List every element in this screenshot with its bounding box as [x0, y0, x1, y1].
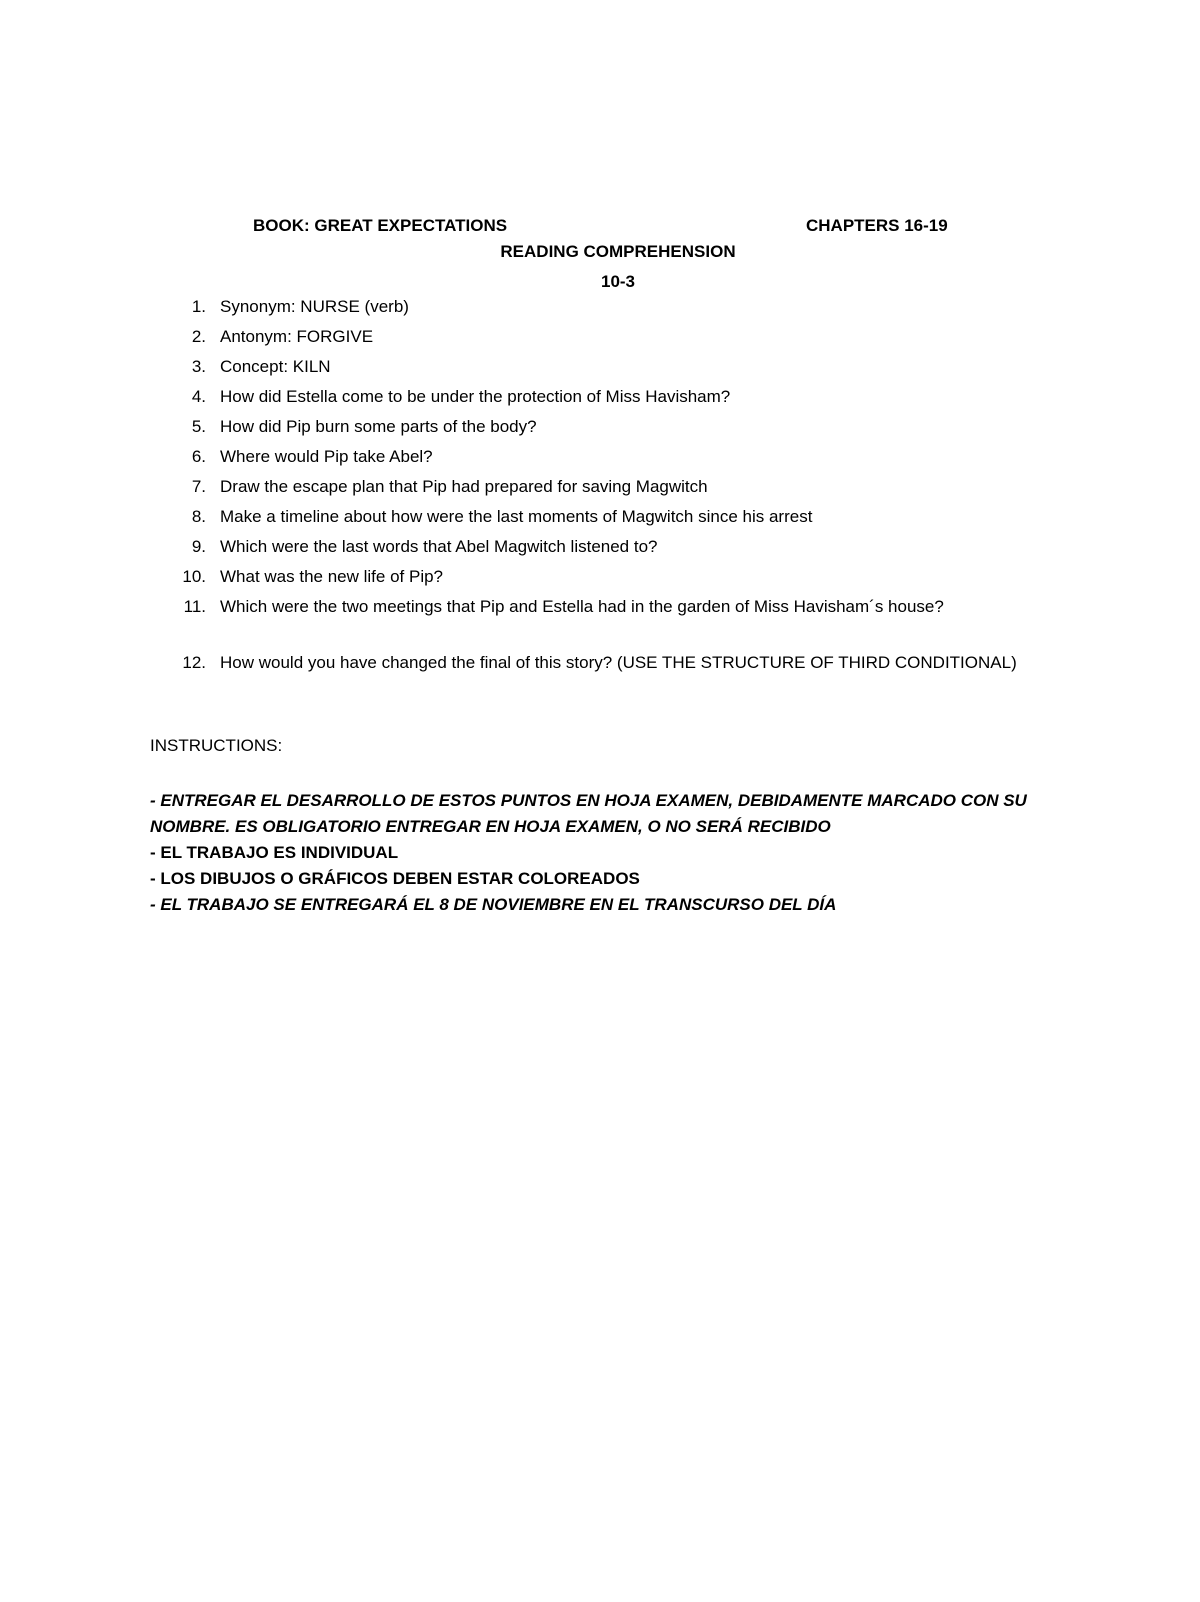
grade-label: 10-3	[600, 272, 636, 291]
question-text: Synonym: NURSE (verb)	[220, 297, 409, 316]
question-item	[150, 444, 1030, 474]
instructions-heading: INSTRUCTIONS:	[150, 736, 283, 755]
question-item	[150, 594, 1030, 650]
question-text: Draw the escape plan that Pip had prepared for saving Magwitch	[220, 477, 708, 496]
question-number: 3.	[191, 357, 206, 376]
question-number: 9.	[191, 537, 206, 556]
question-text: Where would Pip take Abel?	[220, 447, 433, 466]
question-text: How did Estella come to be under the protection of Miss Havisham?	[220, 387, 731, 406]
question-text: Which were the two meetings that Pip and Estella had in the garden of Miss Havisham´s house?	[220, 597, 944, 616]
question-number: 1.	[191, 297, 206, 316]
question-number: 8.	[191, 507, 206, 526]
instruction-item: - EL TRABAJO ES INDIVIDUAL	[150, 843, 399, 862]
book-title: BOOK: GREAT EXPECTATIONS	[253, 216, 508, 235]
question-item	[150, 294, 1030, 324]
instruction-item: - EL TRABAJO SE ENTREGARÁ EL 8 DE NOVIEMBRE EN EL TRANSCURSO DEL DÍA	[150, 895, 837, 914]
question-text: Which were the last words that Abel Magwitch listened to?	[220, 537, 658, 556]
question-item	[150, 384, 1030, 414]
question-item	[150, 324, 1030, 354]
question-number: 10.	[182, 567, 206, 586]
question-number: 12.	[182, 653, 206, 672]
document-subtitle: READING COMPREHENSION	[500, 242, 736, 261]
question-item	[150, 504, 1030, 534]
question-number: 5.	[191, 417, 206, 436]
question-item	[150, 414, 1030, 444]
question-number: 11.	[183, 597, 206, 616]
question-number: 7.	[191, 477, 206, 496]
instruction-item: - LOS DIBUJOS O GRÁFICOS DEBEN ESTAR COLOREADOS	[150, 869, 640, 888]
question-list	[150, 294, 1030, 706]
question-number: 2.	[191, 327, 206, 346]
question-item	[150, 534, 1030, 564]
question-number: 6.	[191, 447, 206, 466]
instruction-item: - ENTREGAR EL DESARROLLO DE ESTOS PUNTOS EN HOJA EXAMEN, DEBIDAMENTE MARCADO CON SU NOMBRE. ES OBLIGATORIO ENTREGAR EN HOJA EXAMEN, O NO SERÁ RECIBIDO	[150, 791, 1027, 836]
question-text: Make a timeline about how were the last moments of Magwitch since his arrest	[220, 507, 813, 526]
question-text: Antonym: FORGIVE	[220, 327, 374, 346]
question-item	[150, 564, 1030, 594]
question-text: What was the new life of Pip?	[220, 567, 444, 586]
question-item	[150, 354, 1030, 384]
question-item	[150, 650, 1030, 706]
question-text: How did Pip burn some parts of the body?	[220, 417, 537, 436]
question-text: Concept: KILN	[220, 357, 331, 376]
question-item	[150, 474, 1030, 504]
chapters-range: CHAPTERS 16-19	[806, 216, 948, 235]
question-text: How would you have changed the final of this story? (USE THE STRUCTURE OF THIRD CONDITIONAL)	[220, 653, 1017, 672]
question-number: 4.	[191, 387, 206, 406]
